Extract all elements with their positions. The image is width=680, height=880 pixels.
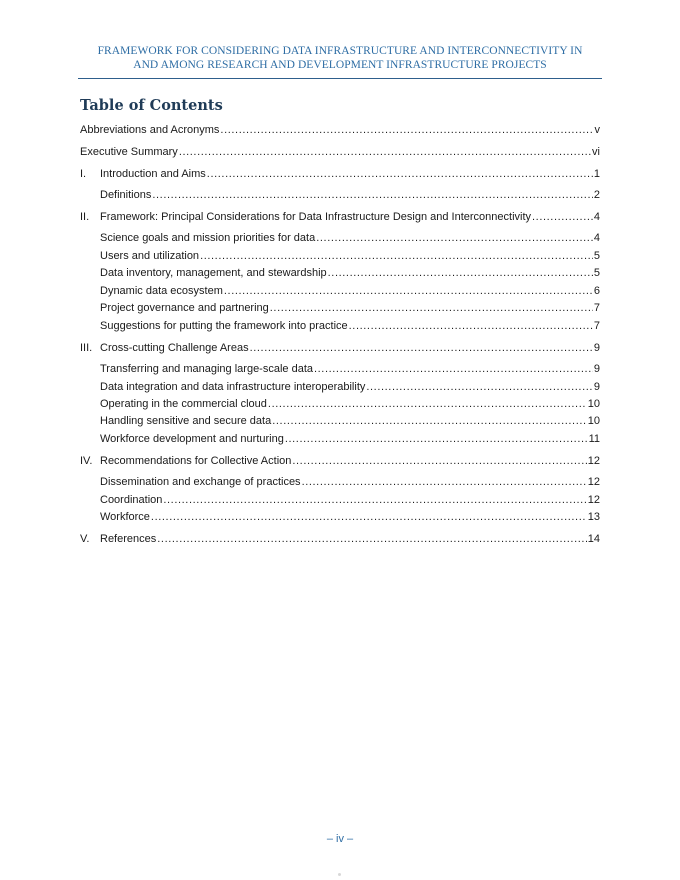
toc-entry-executive-summary[interactable]: [80, 145, 600, 159]
toc-page-number: 12: [587, 494, 600, 506]
toc-page-number: 4: [593, 232, 600, 244]
toc-section-number: III.: [80, 342, 93, 354]
toc-entry-framework[interactable]: [80, 210, 600, 224]
toc-entry-science-goals[interactable]: [100, 231, 600, 245]
toc-entry-text: Coordination: [100, 494, 163, 506]
toc-entry-text: Transferring and managing large-scale data: [100, 363, 313, 375]
toc-entry-sensitive-data[interactable]: [100, 414, 600, 428]
toc-page-number: 12: [587, 455, 600, 467]
toc-entry-text: Data integration and data infrastructure interoperability: [100, 381, 366, 393]
toc-dot-leader: [532, 210, 593, 224]
toc-entry-text: References: [100, 533, 157, 545]
footer-dot: [338, 873, 341, 876]
toc-dot-leader: [328, 266, 593, 280]
toc-entry-workforce-development[interactable]: [100, 432, 600, 446]
toc-section-number: I.: [80, 168, 87, 180]
toc-page-number: 5: [593, 267, 600, 279]
toc-entry-text: Workforce development and nurturing: [100, 433, 284, 445]
toc-page-number: 7: [593, 320, 600, 332]
toc-section-number: IV.: [80, 455, 93, 467]
toc-dot-leader: [179, 145, 591, 159]
toc-entry-text: Dynamic data ecosystem: [100, 285, 223, 297]
toc-page-number: 4: [593, 211, 600, 223]
toc-dot-leader: [207, 167, 593, 181]
toc-entry-coordination[interactable]: [100, 493, 600, 507]
toc-entry-text: Handling sensitive and secure data: [100, 415, 272, 427]
toc-dot-leader: [268, 397, 587, 411]
toc-dot-leader: [285, 432, 588, 446]
toc-entry-recommendations[interactable]: [80, 454, 600, 468]
toc-dot-leader: [250, 341, 593, 355]
toc-entry-transferring-data[interactable]: [100, 362, 600, 376]
toc-section-number: II.: [80, 211, 90, 223]
toc-entry-text: Abbreviations and Acronyms: [80, 124, 220, 136]
toc-entry-users-utilization[interactable]: [100, 249, 600, 263]
toc-entry-text: Suggestions for putting the framework into practice: [100, 320, 348, 332]
toc-entry-text: Dissemination and exchange of practices: [100, 476, 301, 488]
toc-dot-leader: [220, 123, 593, 137]
toc-entry-text: Framework: Principal Considerations for Data Infrastructure Design and Interconnectivity: [100, 211, 532, 223]
toc-page-number: 9: [593, 342, 600, 354]
toc-dot-leader: [270, 301, 593, 315]
toc-entry-suggestions[interactable]: [100, 319, 600, 333]
toc-entry-dynamic-ecosystem[interactable]: [100, 284, 600, 298]
running-header-line-2: AND AMONG RESEARCH AND DEVELOPMENT INFRASTRUCTURE PROJECTS: [133, 59, 547, 71]
toc-dot-leader: [200, 249, 593, 263]
toc-entry-references[interactable]: [80, 532, 600, 546]
toc-dot-leader: [163, 493, 586, 507]
toc-entry-data-integration[interactable]: [100, 380, 600, 394]
toc-entry-data-inventory[interactable]: [100, 266, 600, 280]
toc-entry-definitions[interactable]: [100, 188, 600, 202]
toc-dot-leader: [272, 414, 587, 428]
toc-dot-leader: [302, 475, 587, 489]
toc-dot-leader: [366, 380, 593, 394]
toc-page-number: 12: [587, 476, 600, 488]
toc-page-number: 11: [588, 433, 600, 445]
toc-dot-leader: [152, 188, 593, 202]
toc-page-number: 14: [587, 533, 600, 545]
toc-page-number: 10: [587, 415, 600, 427]
toc-entry-text: Users and utilization: [100, 250, 200, 262]
toc-entry-text: Introduction and Aims: [100, 168, 206, 180]
toc-dot-leader: [314, 362, 593, 376]
toc-page-number: 13: [587, 511, 600, 523]
toc-dot-leader: [157, 532, 586, 546]
toc-page-number: 6: [593, 285, 600, 297]
toc-dot-leader: [151, 510, 587, 524]
toc-entry-introduction[interactable]: [80, 167, 600, 181]
toc-entry-abbreviations[interactable]: [80, 123, 600, 137]
toc-entry-workforce[interactable]: [100, 510, 600, 524]
toc-page-number: 1: [593, 168, 600, 180]
toc-dot-leader: [292, 454, 586, 468]
toc-entry-text: Project governance and partnering: [100, 302, 269, 314]
toc-entry-text: Data inventory, management, and stewardship: [100, 267, 327, 279]
toc-entry-commercial-cloud[interactable]: [100, 397, 600, 411]
toc-section-number: V.: [80, 533, 90, 545]
running-header-line-1: FRAMEWORK FOR CONSIDERING DATA INFRASTRUCTURE AND INTERCONNECTIVITY IN: [97, 45, 583, 57]
toc-title: Table of Contents: [80, 97, 223, 114]
toc-entry-text: Definitions: [100, 189, 152, 201]
toc-entry-dissemination[interactable]: [100, 475, 600, 489]
toc-page-number: v: [594, 124, 600, 136]
toc-entry-text: Operating in the commercial cloud: [100, 398, 267, 410]
toc-page-number: 9: [593, 381, 600, 393]
toc-page-number: vi: [592, 146, 600, 158]
toc-page-number: 7: [593, 302, 600, 314]
toc-dot-leader: [224, 284, 593, 298]
toc-page-number: 5: [593, 250, 600, 262]
toc-page-number: 9: [593, 363, 600, 375]
toc-entry-text: Cross-cutting Challenge Areas: [100, 342, 249, 354]
toc-entry-text: Science goals and mission priorities for data: [100, 232, 316, 244]
toc-entry-text: Recommendations for Collective Action: [100, 455, 292, 467]
toc-entry-text: Executive Summary: [80, 146, 178, 158]
toc-dot-leader: [349, 319, 593, 333]
toc-page-number: 2: [593, 189, 600, 201]
toc-entry-text: Workforce: [100, 511, 150, 523]
page-number: – iv –: [326, 833, 354, 845]
toc-dot-leader: [316, 231, 593, 245]
toc-entry-cross-cutting[interactable]: [80, 341, 600, 355]
toc-page-number: 10: [587, 398, 600, 410]
toc-entry-project-governance[interactable]: [100, 301, 600, 315]
